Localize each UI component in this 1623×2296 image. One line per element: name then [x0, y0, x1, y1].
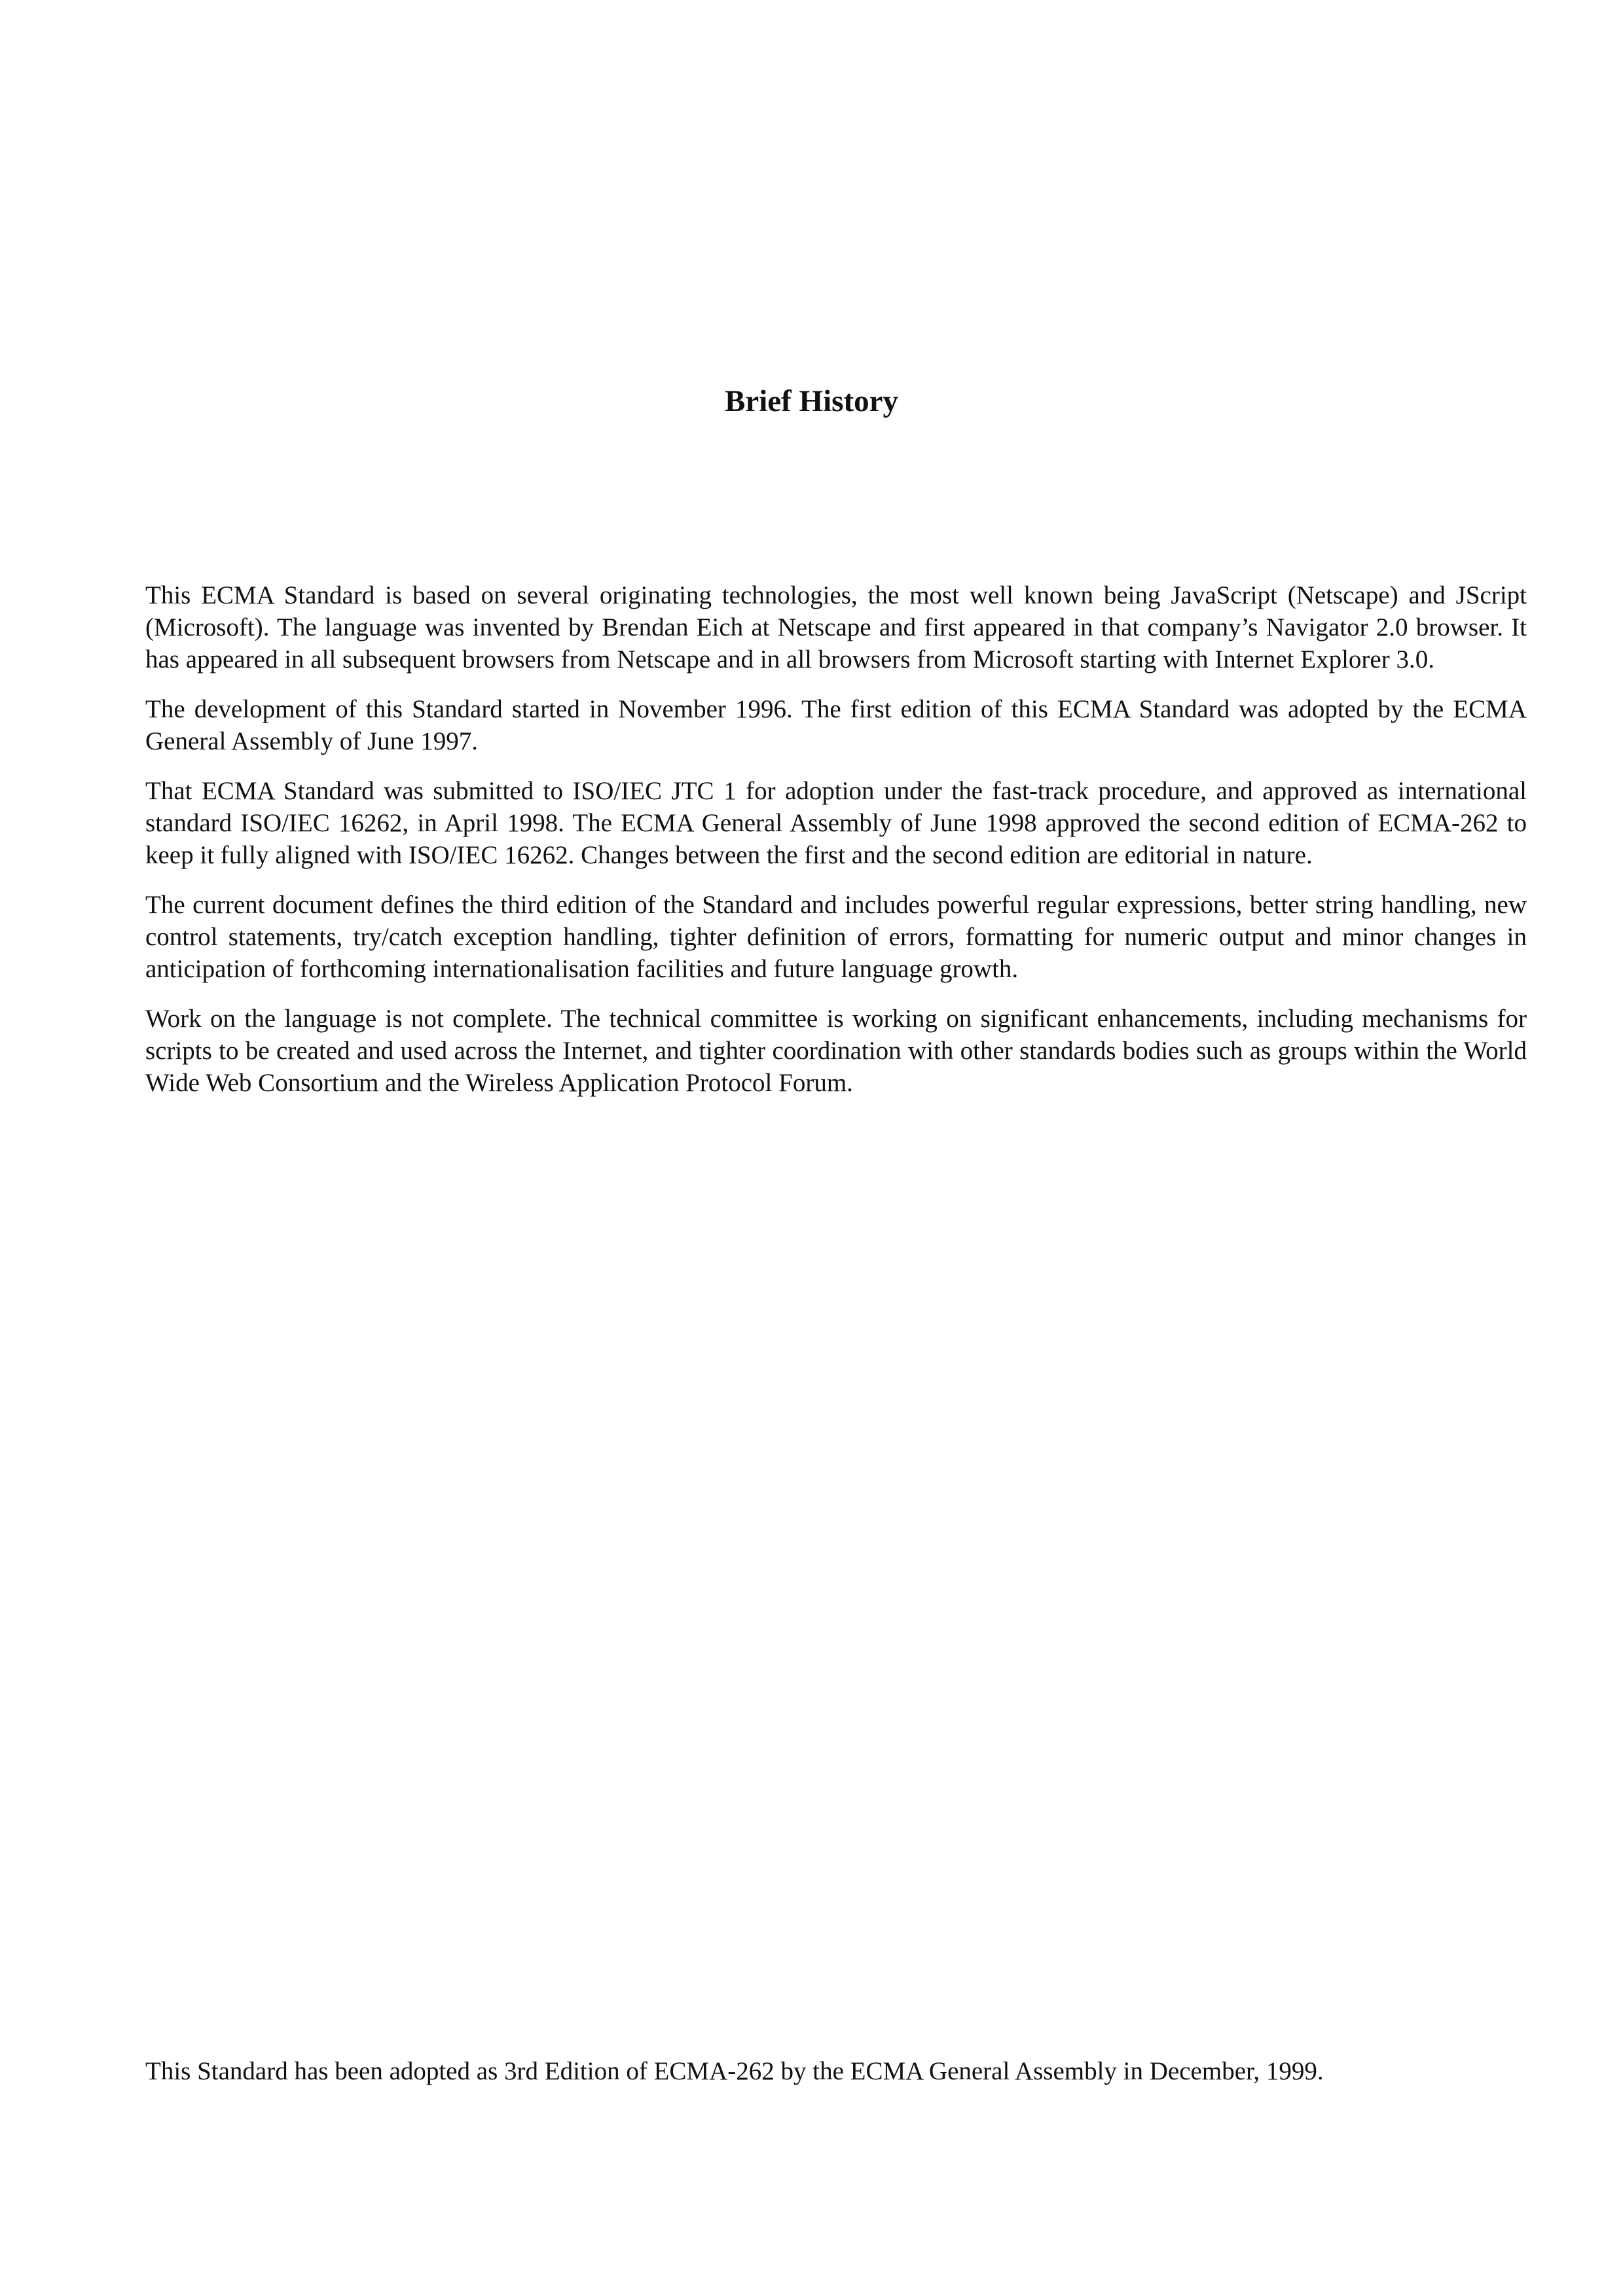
paragraph-iso-adoption: That ECMA Standard was submitted to ISO/IEC JTC 1 for adoption under the fast-track procedure, and approved as international standard ISO/IEC 16262, in April 1998. The ECMA General Assembly of June 1998 approved the second edition of ECMA-262 to keep it fully aligned with ISO/IEC 16262. Changes between the first and the second edition are editorial in nature. [145, 777, 1527, 869]
paragraph-third-edition: The current document defines the third edition of the Standard and includes powerful regular expressions, better string handling, new control statements, try/catch exception handling, tighter definition of errors, formatting for numeric output and minor changes in anticipation of forthcoming internationalisation facilities and future language growth. [145, 891, 1527, 983]
paragraph-future-work: Work on the language is not complete. The technical committee is working on significant enhancements, including mechanisms for scripts to be created and used across the Internet, and tighter coordination with other standards bodies such as groups within the World Wide Web Consortium and the Wireless Application Protocol Forum. [145, 1005, 1527, 1097]
history-body [145, 579, 1527, 1117]
paragraph-origins: This ECMA Standard is based on several originating technologies, the most well known being JavaScript (Netscape) and JScript (Microsoft). The language was invented by Brendan Eich at Netscape and first appeared in that company’s Navigator 2.0 browser. It has appeared in all subsequent browsers from Netscape and in all browsers from Microsoft starting with Internet Explorer 3.0. [145, 581, 1527, 673]
paragraph-development: The development of this Standard started in November 1996. The first edition of this ECMA Standard was adopted by the ECMA General Assembly of June 1997. [145, 695, 1527, 755]
adoption-note: This Standard has been adopted as 3rd Edition of ECMA-262 by the ECMA General Assembly in December, 1999. [145, 2057, 1324, 2085]
page-title: Brief History [725, 384, 898, 418]
